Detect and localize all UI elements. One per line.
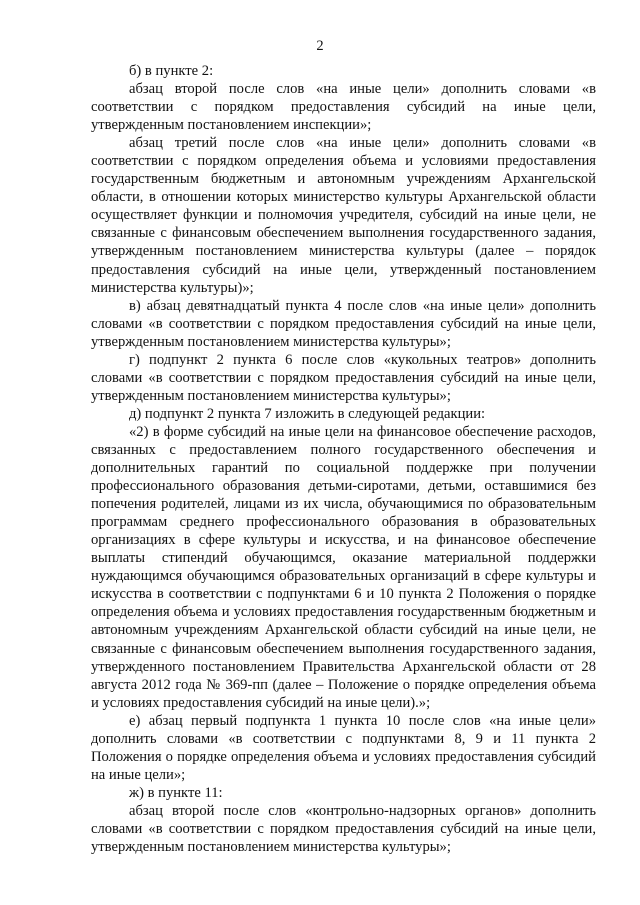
page-number: 2 (316, 38, 324, 54)
paragraph-d-text: «2) в форме субсидий на иные цели на финансовое обеспечение расходов, связанных с предоставлением полного государственного обеспечения и дополнительных гарантий по социальной поддержке при получении профессионального образования детьми-сиротами, детьми, оставшимися без попечения родителей, лицами из их числа, обучающимися по образовательным программам среднего профессионального образования в образовательных организациях в сфере культуры и искусства, и на финансовое обеспечение выплаты стипендий обучающимся, оказание материальной поддержки нуждающимся обучающимся образовательных организаций в сфере культуры и искусства в соответствии с подпунктами 6 и 10 пункта 2 Положения о порядке определения объема и условиях предоставления государственным бюджетным и автономным учреждениям Архангельской области субсидий на иные цели, не связанные с финансовым обеспечением выполнения государственного задания, утвержденного постановлением Правительства Архангельской области от 28 августа 2012 года № 369-пп (далее – Положение о порядке определения объема и условиях предоставления субсидий на иные цели).»; (91, 423, 596, 711)
document-body (91, 62, 596, 856)
paragraph-d: д) подпункт 2 пункта 7 изложить в следующей редакции: (129, 405, 486, 422)
paragraph-g: г) подпункт 2 пункта 6 после слов «кукольных театров» дополнить словами «в соответствии с порядком предоставления субсидий на иные цели, утвержденным постановлением министерства культуры»; (91, 351, 596, 404)
paragraph-b-abzac-3: абзац третий после слов «на иные цели» дополнить словами «в соответствии с порядком определения объема и условиями предоставления государственным бюджетным и автономным учреждениям Архангельской области, в отношении которых министерство культуры Архангельской области осуществляет функции и полномочия учредителя, субсидий на иные цели, не связанные с финансовым обеспечением выполнения государственного задания, утвержденным постановлением министерства культуры (далее – порядок предоставления субсидий на иные цели, утвержденный постановлением министерства культуры)»; (91, 135, 596, 296)
paragraph-b: б) в пункте 2: (129, 63, 214, 79)
paragraph-zh-abzac-2: абзац второй после слов «контрольно-надзорных органов» дополнить словами «в соответствии с порядком предоставления субсидий на иные цели, утвержденным постановлением министерства культуры»; (91, 802, 596, 856)
paragraph-b-abzac-2: абзац второй после слов «на иные цели» дополнить словами «в соответствии с порядком предоставления субсидий на иные цели, утвержденным постановлением инспекции»; (91, 81, 596, 134)
paragraph-e: е) абзац первый подпункта 1 пункта 10 после слов «на иные цели» дополнить словами «в соответствии с подпунктами 8, 9 и 11 пункта 2 Положения о порядке определения объема и условиях предоставления субсидий на иные цели»; (91, 712, 596, 783)
paragraph-v: в) абзац девятнадцатый пункта 4 после слов «на иные цели» дополнить словами «в соответствии с порядком предоставления субсидий на иные цели, утвержденным постановлением министерства культуры»; (91, 297, 596, 350)
paragraph-zh: ж) в пункте 11: (129, 784, 223, 801)
